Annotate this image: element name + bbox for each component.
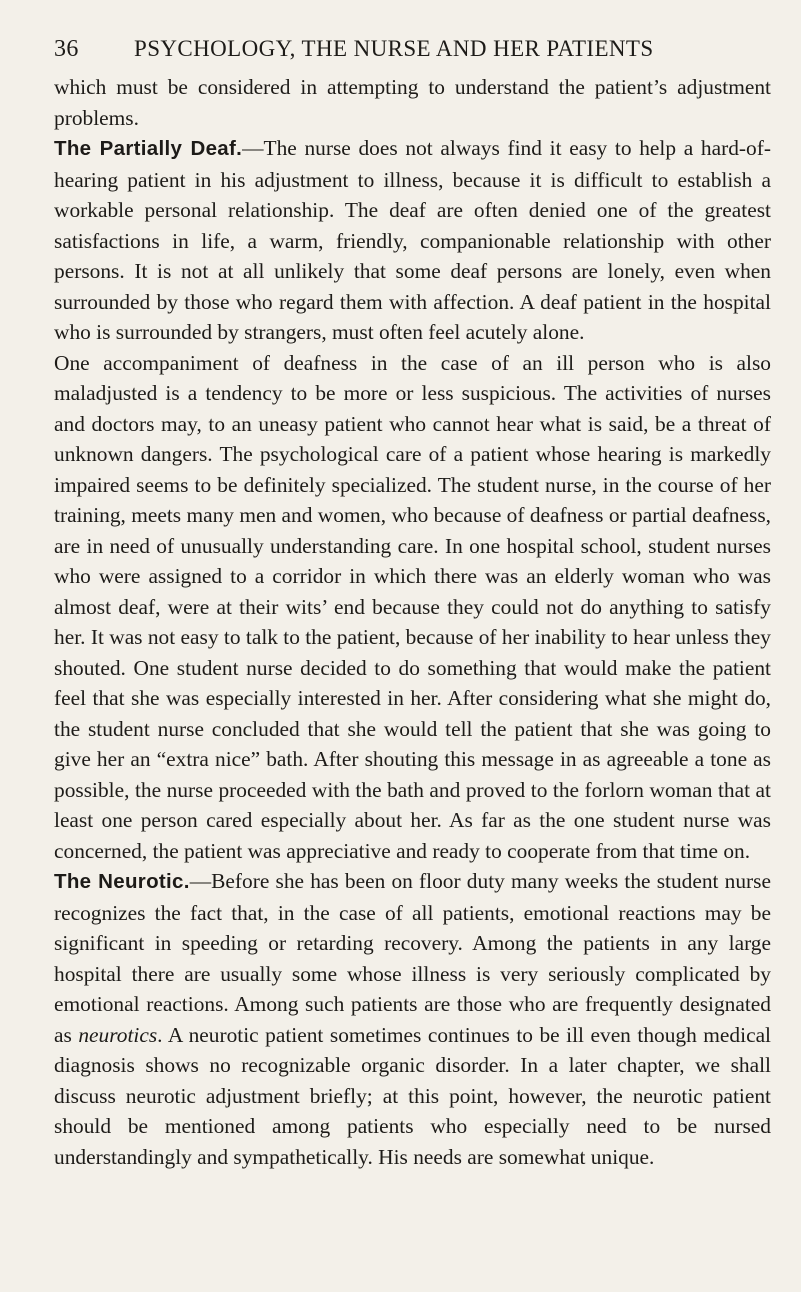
paragraph-text: —The nurse does not always find it easy to help a hard-of-hearing patient in his adjustment to illness, because it is difficult to establish a workable personal relationship. The deaf are often denied one of the greatest satisfactions in life, a warm, friendly, companionable relationship with other persons. It is not at all unlikely that some deaf persons are lonely, even when surrounded by those who regard them with affection. A deaf patient in the hospital who is surrounded by strangers, must often feel acutely alone. bbox=[54, 136, 771, 344]
body-text bbox=[54, 72, 771, 1172]
paragraph-text: —Before she has been on floor duty many weeks the student nurse recognizes the fact that, in the case of all patients, emotional reactions may be significant in speeding or retarding recovery. Among the patients in any large hospital there are usually some whose illness is very seriously complicated by emotional reactions. Among such patients are those who are frequently designated as bbox=[54, 869, 771, 1047]
page-number: 36 bbox=[54, 36, 79, 62]
paragraph-text: . A neurotic patient sometimes continues to be ill even though medical diagnosis shows no recognizable organic disorder. In a later chapter, we shall discuss neurotic adjustment briefly; at this point, however, the neurotic patient should be mentioned among patients who especially need to be nursed understandingly and sympathetically. His needs are somewhat unique. bbox=[54, 1022, 772, 1169]
section-heading-neurotic: The Neurotic. bbox=[54, 870, 190, 893]
running-title: PSYCHOLOGY, THE NURSE AND HER PATIENTS bbox=[134, 36, 654, 61]
running-head bbox=[54, 36, 771, 68]
paragraph-continued: which must be considered in attempting to understand the patient’s adjustment problems. bbox=[54, 75, 771, 130]
paragraph-partially-deaf bbox=[54, 133, 771, 348]
emphasized-term: neurotics bbox=[78, 1022, 158, 1047]
section-heading-partially-deaf: The Partially Deaf. bbox=[54, 137, 243, 160]
paragraph-deafness-suspicion: One accompaniment of deafness in the case of an ill person who is also maladjusted is a tendency to be more or less suspicious. The activities of nurses and doctors may, to an uneasy patient who cannot hear what is said, be a threat of unknown dangers. The psychological care of a patient whose hearing is markedly impaired seems to be definitely specialized. The student nurse, in the course of her training, meets many men and women, who because of deafness or partial deafness, are in need of unusually understanding care. In one hospital school, student nurses who were assigned to a corridor in which there was an elderly woman who was almost deaf, were at their wits’ end because they could not do anything to satisfy her. It was not easy to talk to the patient, because of her inability to hear unless they shouted. One student nurse decided to do something that would make the patient feel that she was especially interested in her. After considering what she might do, the student nurse concluded that she would tell the patient that she was going to give her an “extra nice” bath. After shouting this message in as agreeable a tone as possible, the nurse proceeded with the bath and proved to the forlorn woman that at least one person cared especially about her. As far as the one student nurse was concerned, the patient was appreciative and ready to cooperate from that time on. bbox=[54, 350, 771, 863]
paragraph-neurotic bbox=[54, 866, 771, 1172]
